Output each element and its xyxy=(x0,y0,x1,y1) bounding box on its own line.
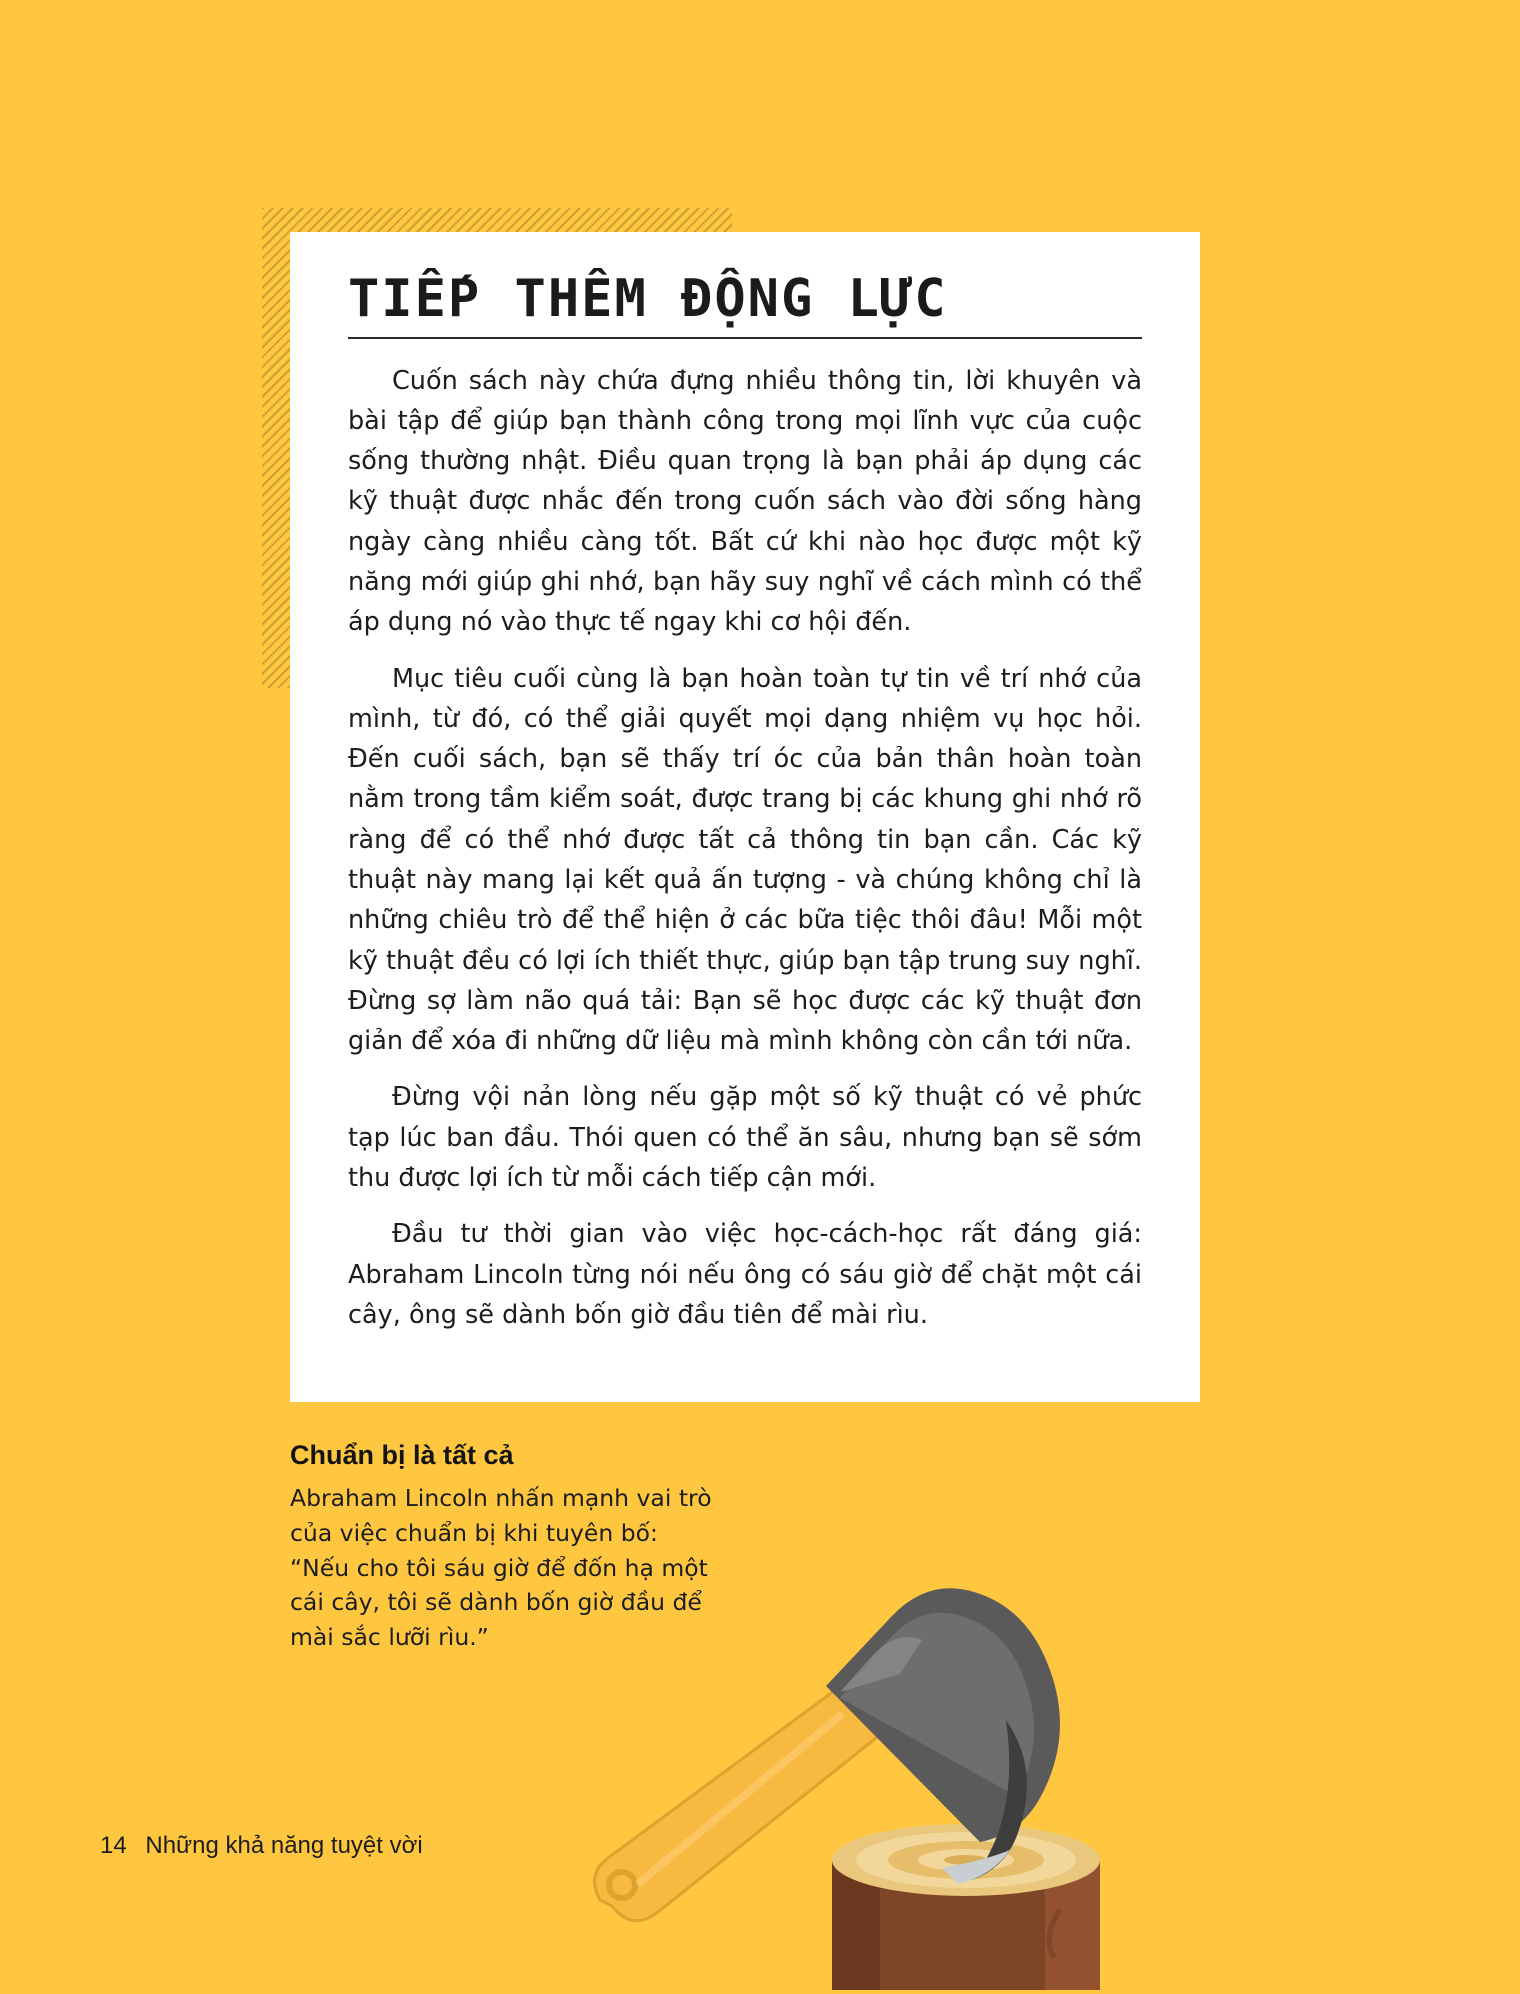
body-paragraph-2: Mục tiêu cuối cùng là bạn hoàn toàn tự tin về trí nhớ của mình, từ đó, có thể giải quyết mọi dạng nhiệm vụ học hỏi. Đến cuối sách, bạn sẽ thấy trí óc của bản thân hoàn toàn nằm trong tầm kiểm soát, được trang bị các khung ghi nhớ rõ ràng để có thể nhớ được tất cả thông tin bạn cần. Các kỹ thuật này mang lại kết quả ấn tượng - và chúng không chỉ là những chiêu trò để thể hiện ở các bữa tiệc thôi đâu! Mỗi một kỹ thuật đều có lợi ích thiết thực, giúp bạn tập trung suy nghĩ. Đừng sợ làm não quá tải: Bạn sẽ học được các kỹ thuật đơn giản để xóa đi những dữ liệu mà mình không còn cần tới nữa. xyxy=(348,663,1142,1057)
caption-heading: Chuẩn bị là tất cả xyxy=(290,1440,514,1470)
axe-in-tree-stump-illustration xyxy=(540,1430,1390,1990)
article-card xyxy=(290,232,1200,1402)
page-footer xyxy=(100,1832,423,1860)
title-divider xyxy=(348,337,1142,339)
caption-body: Abraham Lincoln nhấn mạnh vai trò của việc chuẩn bị khi tuyên bố: “Nếu cho tôi sáu giờ để đốn hạ một cái cây, tôi sẽ dành bốn giờ đầu để mài sắc lưỡi rìu.” xyxy=(290,1484,712,1652)
body-paragraph-1: Cuốn sách này chứa đựng nhiều thông tin, lời khuyên và bài tập để giúp bạn thành công trong mọi lĩnh vực của cuộc sống thường nhật. Điều quan trọng là bạn phải áp dụng các kỹ thuật được nhắc đến trong cuốn sách vào đời sống hàng ngày càng nhiều càng tốt. Bất cứ khi nào học được một kỹ năng mới giúp ghi nhớ, bạn hãy suy nghĩ về cách mình có thể áp dụng nó vào thực tế ngay khi cơ hội đến. xyxy=(348,365,1142,638)
page-title: TIẾP THÊM ĐỘNG LỰC xyxy=(348,269,948,329)
body-paragraph-4: Đầu tư thời gian vào việc học-cách-học rất đáng giá: Abraham Lincoln từng nói nếu ông có sáu giờ để chặt một cái cây, ông sẽ dành bốn giờ đầu tiên để mài rìu. xyxy=(348,1219,1142,1330)
tree-stump-shape xyxy=(832,1824,1100,1990)
footer-page-number: 14 xyxy=(100,1832,127,1859)
footer-chapter-title: Những khả năng tuyệt vời xyxy=(145,1832,423,1859)
body-paragraph-3: Đừng vội nản lòng nếu gặp một số kỹ thuật có vẻ phức tạp lúc ban đầu. Thói quen có thể ăn sâu, nhưng bạn sẽ sớm thu được lợi ích từ mỗi cách tiếp cận mới. xyxy=(348,1082,1142,1193)
